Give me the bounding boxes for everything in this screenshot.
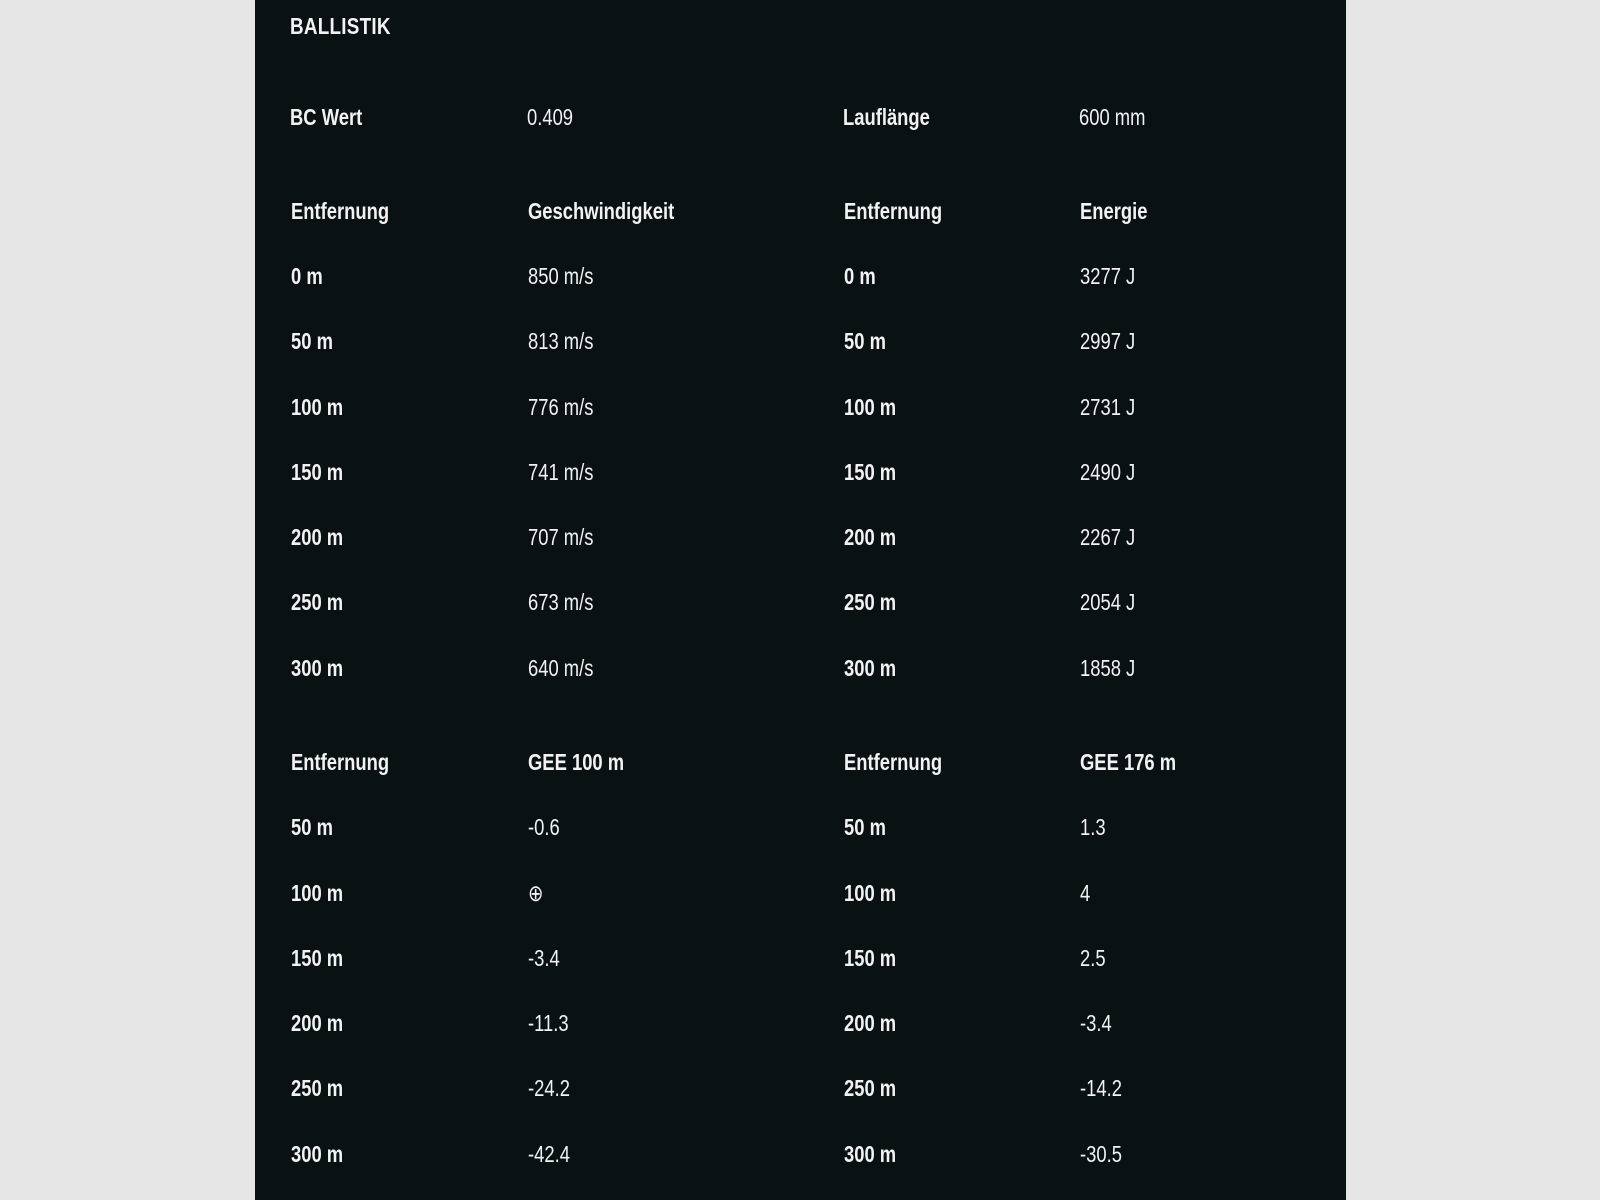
- distance-cell: 150 m: [844, 945, 897, 971]
- drop-cell: -24.2: [528, 1075, 570, 1101]
- distance-cell: 200 m: [844, 524, 897, 550]
- section-title: BALLISTIK: [290, 13, 391, 39]
- barrel-length-value: 600 mm: [1079, 104, 1146, 130]
- zero-crosshair-icon: ⊕: [528, 880, 544, 906]
- distance-cell: 50 m: [844, 328, 886, 354]
- table-header: GEE 100 m: [528, 749, 625, 775]
- bc-label: BC Wert: [290, 104, 363, 130]
- table-header: Entfernung: [291, 749, 390, 775]
- distance-cell: 50 m: [291, 328, 333, 354]
- energy-cell: 2731 J: [1080, 394, 1136, 420]
- drop-cell: -14.2: [1080, 1075, 1122, 1101]
- energy-cell: 2490 J: [1080, 459, 1136, 485]
- distance-cell: 50 m: [291, 814, 333, 840]
- distance-cell: 100 m: [844, 880, 897, 906]
- distance-cell: 300 m: [291, 655, 344, 681]
- distance-cell: 200 m: [291, 1010, 344, 1036]
- table-header: Entfernung: [844, 198, 943, 224]
- velocity-cell: 673 m/s: [528, 589, 594, 615]
- distance-cell: 150 m: [291, 945, 344, 971]
- distance-cell: 0 m: [291, 263, 323, 289]
- distance-cell: 250 m: [291, 1075, 344, 1101]
- drop-cell: -30.5: [1080, 1141, 1122, 1167]
- velocity-cell: 640 m/s: [528, 655, 594, 681]
- velocity-cell: 741 m/s: [528, 459, 594, 485]
- energy-cell: 2267 J: [1080, 524, 1136, 550]
- distance-cell: 100 m: [291, 880, 344, 906]
- distance-cell: 150 m: [291, 459, 344, 485]
- velocity-cell: 813 m/s: [528, 328, 594, 354]
- distance-cell: 250 m: [844, 589, 897, 615]
- table-header: Entfernung: [844, 749, 943, 775]
- energy-cell: 2054 J: [1080, 589, 1136, 615]
- drop-cell: 1.3: [1080, 814, 1106, 840]
- bc-value: 0.409: [527, 104, 574, 130]
- ballistics-panel: [255, 0, 1346, 1200]
- table-header: Geschwindigkeit: [528, 198, 675, 224]
- energy-cell: 1858 J: [1080, 655, 1136, 681]
- distance-cell: 50 m: [844, 814, 886, 840]
- distance-cell: 250 m: [291, 589, 344, 615]
- energy-cell: 3277 J: [1080, 263, 1136, 289]
- drop-cell: 2.5: [1080, 945, 1106, 971]
- distance-cell: 300 m: [844, 1141, 897, 1167]
- drop-cell: -11.3: [528, 1010, 569, 1036]
- drop-cell: -3.4: [528, 945, 560, 971]
- distance-cell: 300 m: [291, 1141, 344, 1167]
- distance-cell: 100 m: [291, 394, 344, 420]
- drop-cell: -3.4: [1080, 1010, 1112, 1036]
- distance-cell: 250 m: [844, 1075, 897, 1101]
- distance-cell: 0 m: [844, 263, 876, 289]
- drop-cell: -0.6: [528, 814, 560, 840]
- distance-cell: 200 m: [844, 1010, 897, 1036]
- table-header: Energie: [1080, 198, 1148, 224]
- velocity-cell: 776 m/s: [528, 394, 594, 420]
- distance-cell: 200 m: [291, 524, 344, 550]
- barrel-length-label: Lauflänge: [843, 104, 930, 130]
- drop-cell: 4: [1080, 880, 1091, 906]
- table-header: GEE 176 m: [1080, 749, 1177, 775]
- drop-cell: -42.4: [528, 1141, 570, 1167]
- distance-cell: 150 m: [844, 459, 897, 485]
- energy-cell: 2997 J: [1080, 328, 1136, 354]
- velocity-cell: 707 m/s: [528, 524, 594, 550]
- distance-cell: 300 m: [844, 655, 897, 681]
- distance-cell: 100 m: [844, 394, 897, 420]
- table-header: Entfernung: [291, 198, 390, 224]
- velocity-cell: 850 m/s: [528, 263, 594, 289]
